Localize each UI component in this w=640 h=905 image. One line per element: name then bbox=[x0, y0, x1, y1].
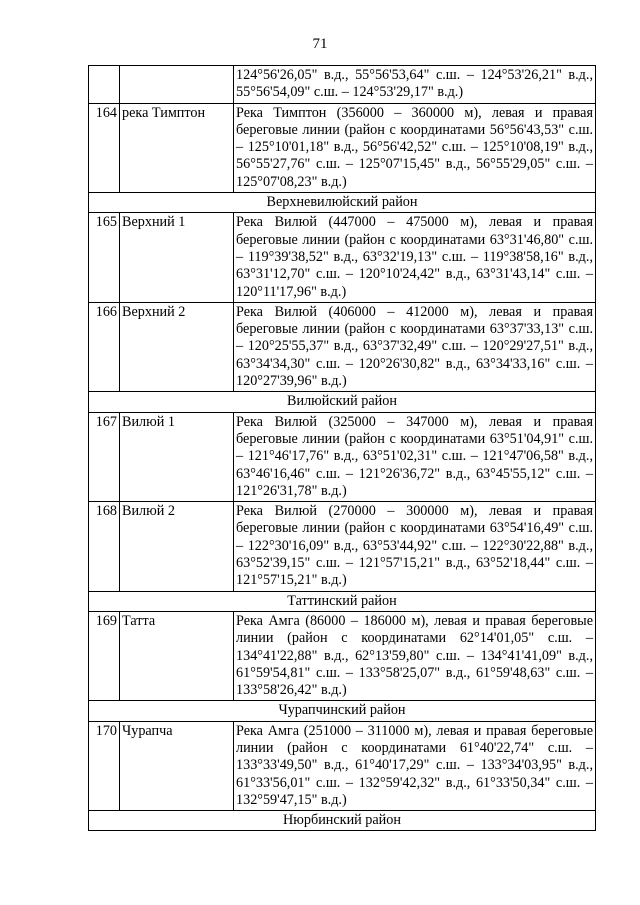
row-name: река Тимптон bbox=[120, 103, 234, 192]
row-number: 164 bbox=[89, 103, 120, 192]
table-row bbox=[89, 502, 596, 591]
row-number bbox=[89, 66, 120, 104]
row-number: 167 bbox=[89, 412, 120, 501]
district-name: Таттинский район bbox=[89, 591, 596, 611]
district-header-row bbox=[89, 701, 596, 721]
row-number: 166 bbox=[89, 302, 120, 391]
row-name: Вилюй 2 bbox=[120, 502, 234, 591]
page-number: 71 bbox=[312, 36, 328, 52]
row-number: 169 bbox=[89, 611, 120, 700]
row-number: 168 bbox=[89, 502, 120, 591]
row-description: Река Вилюй (406000 – 412000 м), левая и правая береговые линии (район с координатами 63°37'33,13" с.ш. – 120°25'55,37" в.д., 63°37'32,49" с.ш. – 120°29'27,51" в.д., 63°34'34,30" с.ш. – 120°26'30,82" в.д., 63°34'33,16" с.ш. – 120°27'39,96" в.д.) bbox=[234, 302, 596, 391]
row-name: Чурапча bbox=[120, 721, 234, 810]
row-name: Татта bbox=[120, 611, 234, 700]
sites-table-body bbox=[89, 66, 596, 831]
table-row bbox=[89, 721, 596, 810]
row-number: 170 bbox=[89, 721, 120, 810]
table-row bbox=[89, 611, 596, 700]
district-name: Вилюйский район bbox=[89, 392, 596, 412]
row-name: Верхний 2 bbox=[120, 302, 234, 391]
table-row bbox=[89, 302, 596, 391]
district-name: Нюрбинский район bbox=[89, 811, 596, 831]
row-description: Река Вилюй (325000 – 347000 м), левая и правая береговые линии (район с координатами 63°51'04,91" с.ш. – 121°46'17,76" в.д., 63°51'02,31" с.ш. – 121°47'06,58" в.д., 63°46'16,46" с.ш. – 121°26'36,72" в.д., 63°45'55,12" с.ш. – 121°26'31,78" в.д.) bbox=[234, 412, 596, 501]
district-header-row bbox=[89, 591, 596, 611]
district-name: Чурапчинский район bbox=[89, 701, 596, 721]
row-name bbox=[120, 66, 234, 104]
row-description: 124°56'26,05" в.д., 55°56'53,64" с.ш. – 124°53'26,21" в.д., 55°56'54,09" с.ш. – 124°53'29,17" в.д.) bbox=[234, 66, 596, 104]
row-description: Река Вилюй (447000 – 475000 м), левая и правая береговые линии (район с координатами 63°31'46,80" с.ш. – 119°39'38,52" в.д., 63°32'19,13" с.ш. – 119°38'58,16" в.д., 63°31'12,70" с.ш. – 120°10'24,42" в.д., 63°31'43,14" с.ш. – 120°11'17,96" в.д.) bbox=[234, 213, 596, 302]
row-description: Река Вилюй (270000 – 300000 м), левая и правая береговые линии (район с координатами 63°54'16,49" с.ш. – 122°30'16,09" в.д., 63°53'44,92" с.ш. – 122°30'22,88" в.д., 63°52'39,15" с.ш. – 121°57'15,21" в.д., 63°52'18,44" с.ш. – 121°57'15,21" в.д.) bbox=[234, 502, 596, 591]
table-row bbox=[89, 213, 596, 302]
row-description: Река Амга (251000 – 311000 м), левая и правая береговые линии (район с координатами 61°40'22,74" с.ш. – 133°33'49,50" в.д., 61°40'17,29" с.ш. – 133°34'03,95" в.д., 61°33'56,01" с.ш. – 132°59'42,32" в.д., 61°33'50,34" с.ш. – 132°59'47,15" в.д.) bbox=[234, 721, 596, 810]
row-name: Вилюй 1 bbox=[120, 412, 234, 501]
table-row bbox=[89, 103, 596, 192]
sites-table bbox=[88, 65, 596, 831]
row-name: Верхний 1 bbox=[120, 213, 234, 302]
table-row-continuation bbox=[89, 66, 596, 104]
district-name: Верхневилюйский район bbox=[89, 193, 596, 213]
district-header-row bbox=[89, 193, 596, 213]
district-header-row bbox=[89, 392, 596, 412]
row-description: Река Тимптон (356000 – 360000 м), левая и правая береговые линии (район с координатами 56°56'43,53" с.ш. – 125°10'01,18" в.д., 56°56'42,52" с.ш. – 125°10'08,19" в.д., 56°55'27,76" с.ш. – 125°07'15,45" в.д., 56°55'29,05" с.ш. – 125°07'08,23" в.д.) bbox=[234, 103, 596, 192]
row-number: 165 bbox=[89, 213, 120, 302]
district-header-row bbox=[89, 811, 596, 831]
row-description: Река Амга (86000 – 186000 м), левая и правая береговые линии (район с координатами 62°14'01,05" с.ш. – 134°41'22,88" в.д., 62°13'59,80" с.ш. – 134°41'41,09" в.д., 61°59'54,81" с.ш. – 133°58'25,07" в.д., 61°59'48,63" с.ш. – 133°58'26,42" в.д.) bbox=[234, 611, 596, 700]
table-row bbox=[89, 412, 596, 501]
